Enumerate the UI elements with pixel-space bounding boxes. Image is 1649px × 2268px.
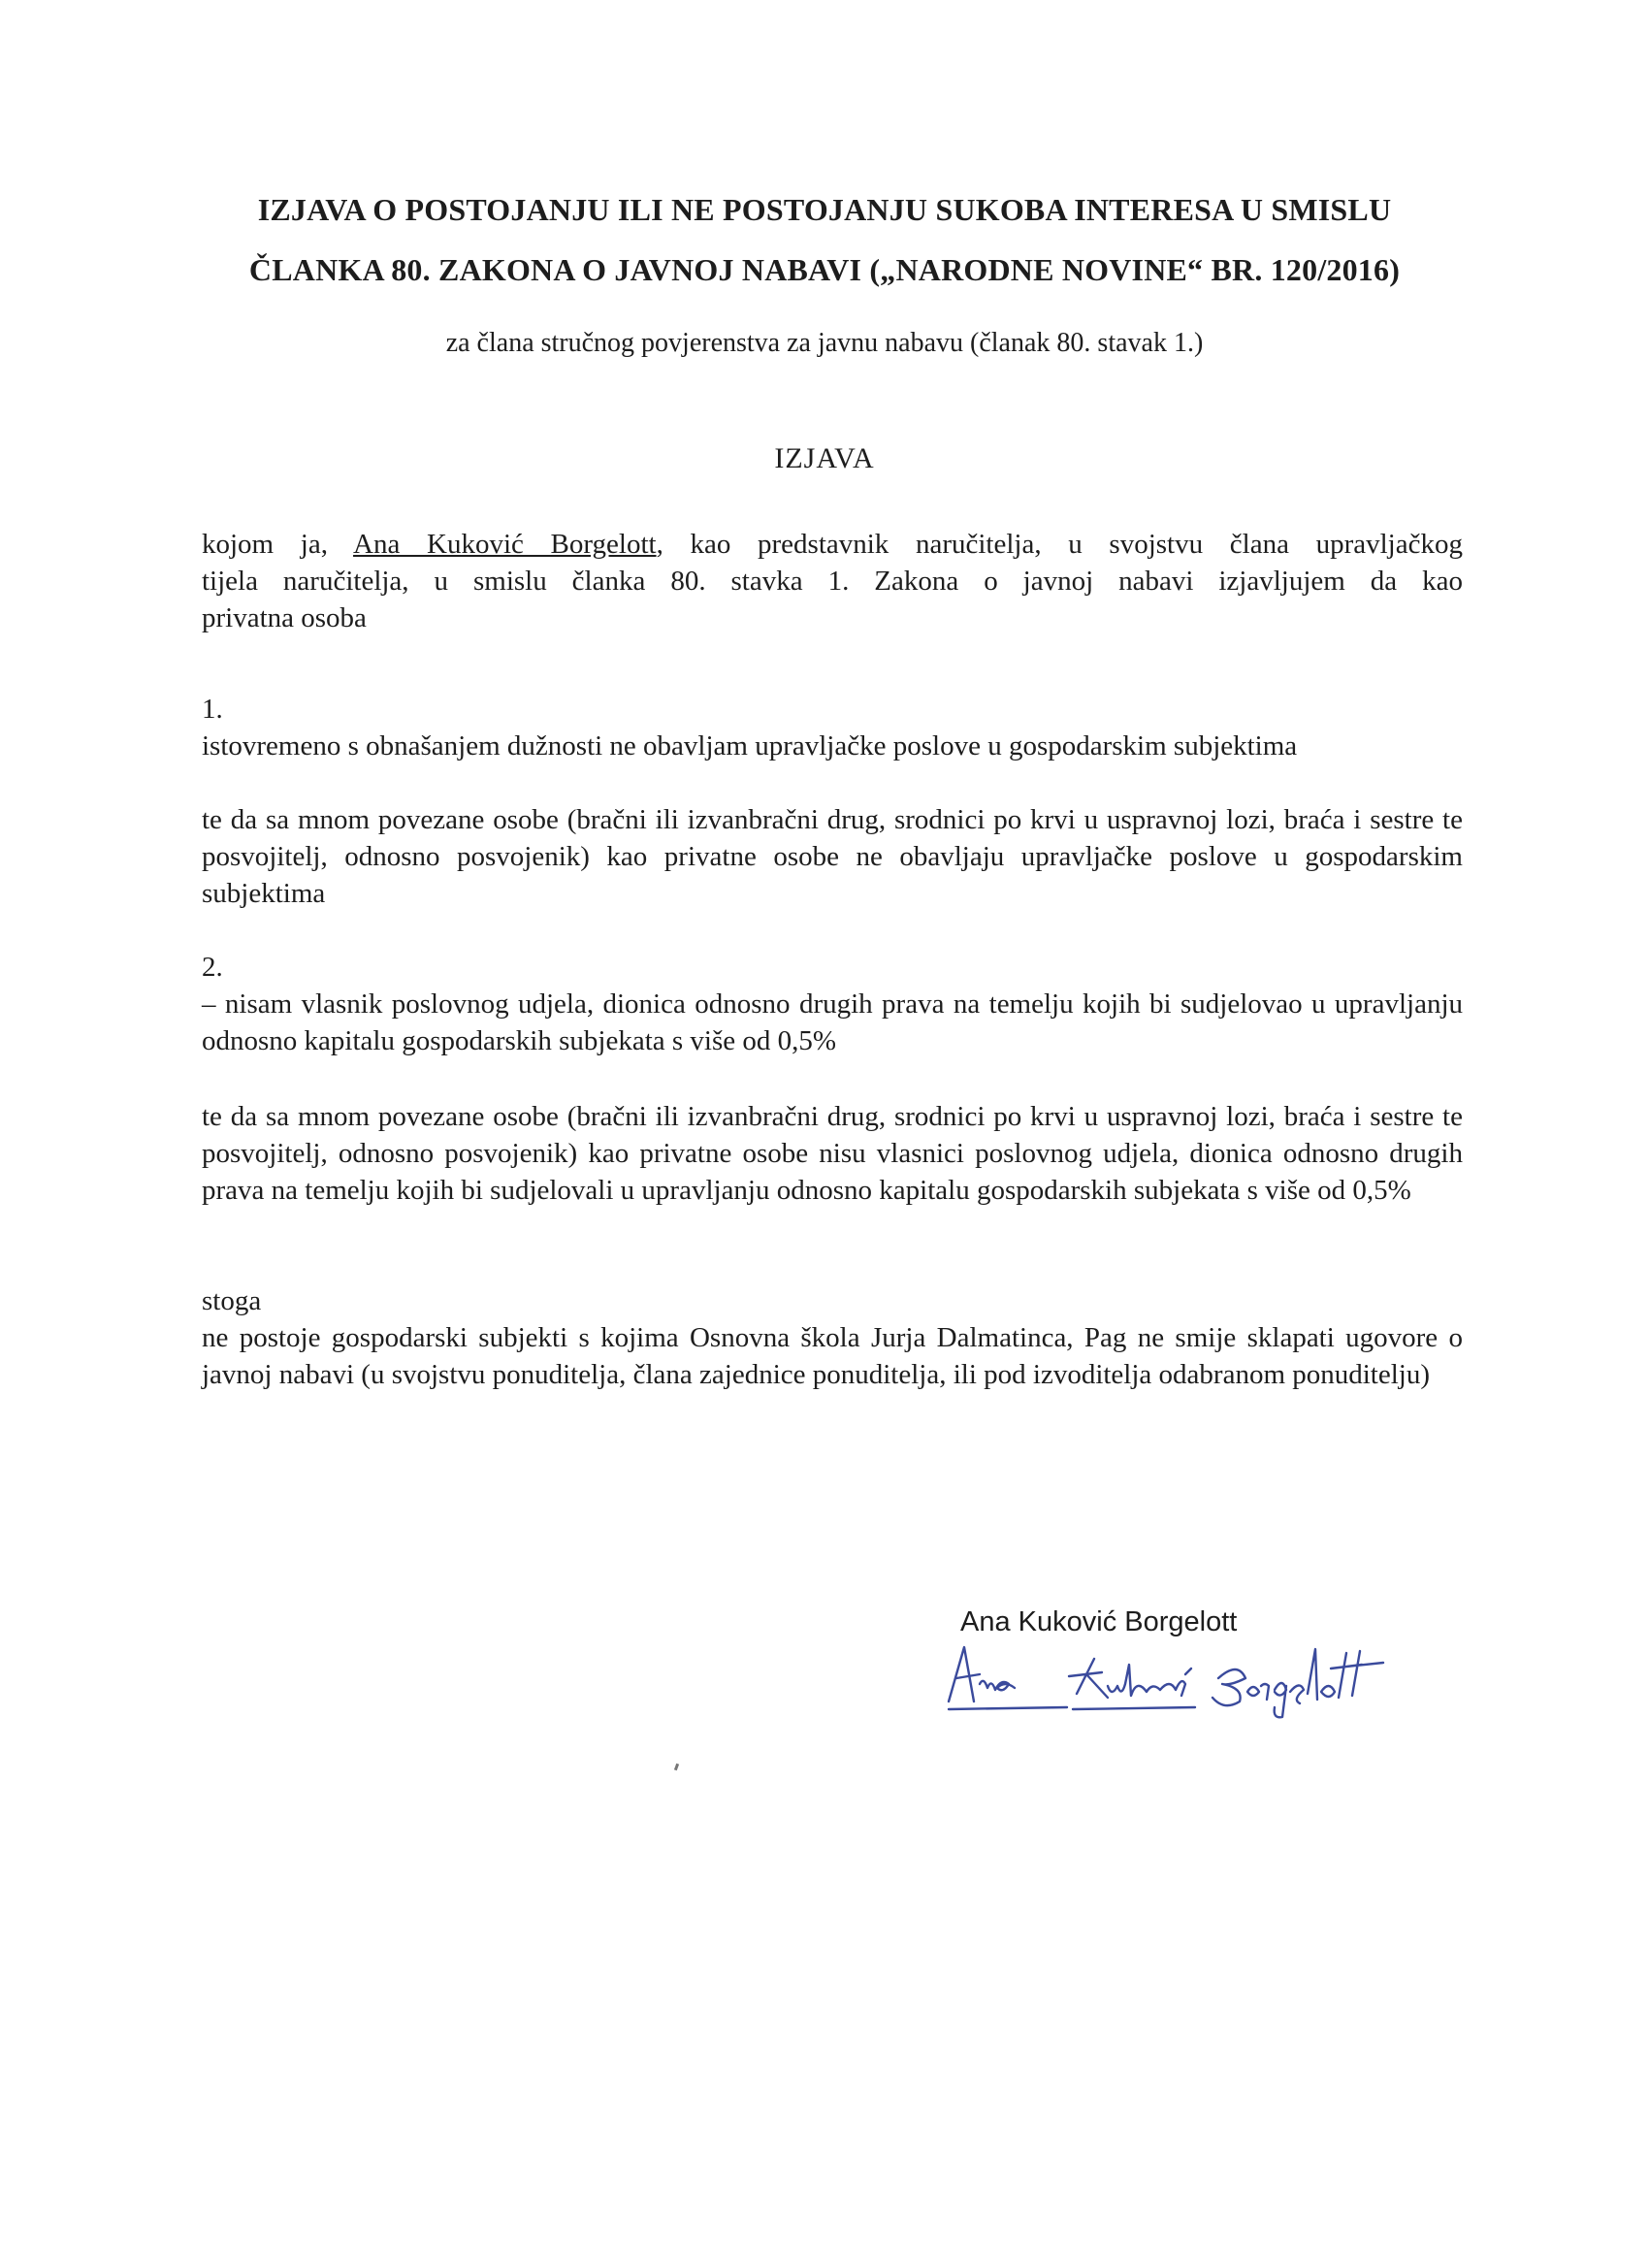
intro-paragraph — [202, 526, 1463, 636]
signature-stroke-b — [1212, 1669, 1245, 1705]
statement-heading: IZJAVA — [774, 442, 875, 474]
signature-stroke-g — [1275, 1683, 1286, 1717]
signature-stroke-k — [1069, 1659, 1108, 1698]
document-subtitle: za člana stručnog povjerenstva za javnu nabavu (članak 80. stavak 1.) — [445, 328, 1204, 358]
document-title-line-1: IZJAVA O POSTOJANJU ILI NE POSTOJANJU SUKOBA INTERESA U SMISLU — [257, 192, 1392, 227]
conclusion-lead: stoga — [202, 1285, 262, 1316]
section-1-text-b: te da sa mnom povezane osobe (bračni ili izvanbračni drug, srodnici po krvi u uspravnoj lozi, braća i sestre te posvojitelj, odnosno posvojenik) kao privatne osobe ne obavljaju upravljačke poslove u gospodarskim subjektima — [202, 804, 1463, 909]
signature-underline-1 — [949, 1707, 1067, 1709]
conclusion-text: ne postoje gospodarski subjekti s kojima Osnovna škola Jurja Dalmatinca, Pag ne smije sklapati ugovore o javnoj nabavi (u svojstvu ponuditelja, člana zajednice ponuditelja, ili pod izvoditelja odabranom ponuditelju) — [202, 1322, 1463, 1390]
section-1-number: 1. — [202, 694, 223, 725]
signature-stroke-a1 — [949, 1647, 974, 1701]
signature-underline-2 — [1073, 1707, 1195, 1709]
scan-mark — [674, 1764, 679, 1771]
signatory-printed-name: Ana Kuković Borgelott — [960, 1606, 1238, 1637]
signature-stroke-o — [1321, 1686, 1335, 1697]
intro-prefix: kojom ja, — [202, 529, 354, 560]
signature-stroke-el — [1290, 1649, 1317, 1703]
signature-stroke-or — [1247, 1684, 1269, 1700]
section-2-number: 2. — [202, 952, 223, 983]
signature-stroke-tt — [1331, 1651, 1383, 1698]
document-title-line-2: ČLANKA 80. ZAKONA O JAVNOJ NABAVI („NARODNE NOVINE“ BR. 120/2016) — [248, 252, 1401, 287]
intro-line-2: tijela naručitelja, u smislu članka 80. stavka 1. Zakona o javnoj nabavi izjavljujem da kao — [202, 566, 1463, 597]
signature-stroke-ukovic — [1108, 1665, 1185, 1696]
intro-line1-rest: , kao predstavnik naručitelja, u svojstvu člana upravljačkog — [656, 529, 1463, 560]
signature-accent — [1185, 1669, 1191, 1674]
intro-line-3: privatna osoba — [202, 602, 367, 633]
handwritten-signature — [931, 1636, 1397, 1723]
intro-line-1 — [202, 526, 1463, 563]
signature-stroke-na — [980, 1681, 1015, 1690]
section-1-text-a: istovremeno s obnašanjem dužnosti ne obavljam upravljačke poslove u gospodarskim subjektima — [202, 730, 1298, 761]
section-2-text-b: te da sa mnom povezane osobe (bračni ili izvanbračni drug, srodnici po krvi u uspravnoj lozi, braća i sestre te posvojitelj, odnosno posvojenik) kao privatne osobe nisu vlasnici poslovnog udjela, dionica odnosno drugih prava na temelju kojih bi sudjelovali u upravljanju odnosno kapitalu gospodarskih subjekata s više od 0,5% — [202, 1101, 1463, 1206]
declarant-name: Ana Kuković Borgelott — [353, 529, 657, 560]
section-2-text-a: – nisam vlasnik poslovnog udjela, dionica odnosno drugih prava na temelju kojih bi sudjelovao u upravljanju odnosno kapitalu gospodarskih subjekata s više od 0,5% — [202, 988, 1463, 1056]
